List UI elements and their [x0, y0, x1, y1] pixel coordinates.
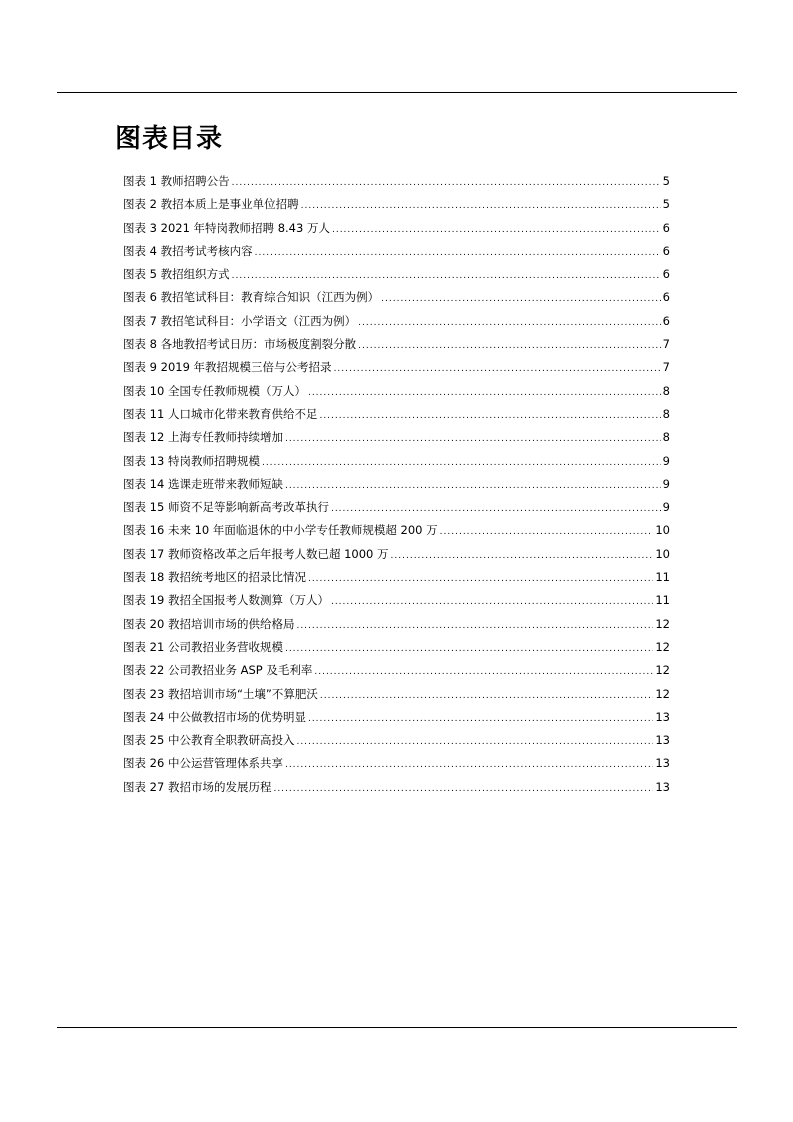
dot-leader — [285, 475, 661, 498]
toc-entry[interactable] — [123, 613, 670, 636]
toc-entry[interactable] — [123, 356, 670, 379]
toc-entry[interactable] — [123, 286, 670, 309]
toc-entry-label: 图表 20 教招培训市场的供给格局 — [123, 616, 295, 631]
dot-leader — [358, 312, 661, 335]
dot-leader — [301, 195, 661, 218]
toc-entry[interactable] — [123, 240, 670, 263]
toc-entry-page-number: 12 — [655, 686, 670, 701]
toc-entry[interactable] — [123, 170, 670, 193]
dot-leader — [296, 731, 653, 754]
toc-entry[interactable] — [123, 333, 670, 356]
toc-entry-page-number: 9 — [662, 500, 670, 515]
toc-entry[interactable] — [123, 776, 670, 799]
toc-entry[interactable] — [123, 217, 670, 240]
toc-entry-page-number: 10 — [655, 546, 670, 561]
toc-entry-label: 图表 2 教招本质上是事业单位招聘 — [123, 197, 299, 212]
toc-entry-page-number: 8 — [662, 406, 670, 421]
dot-leader — [255, 242, 661, 265]
toc-entry-page-number: 12 — [655, 639, 670, 654]
toc-entry-label: 图表 19 教招全国报考人数测算（万人） — [123, 593, 329, 608]
toc-entry[interactable] — [123, 589, 670, 612]
toc-entry[interactable] — [123, 426, 670, 449]
dot-leader — [334, 358, 661, 381]
toc-entry-label: 图表 7 教招笔试科目：小学语文（江西为例） — [123, 313, 357, 328]
toc-entry-label: 图表 25 中公教育全职教研高投入 — [123, 733, 295, 748]
toc-entry-label: 图表 1 教师招聘公告 — [123, 174, 230, 188]
dot-leader — [273, 778, 653, 801]
dot-leader — [332, 219, 661, 242]
toc-entry[interactable] — [123, 706, 670, 729]
toc-entry-page-number: 8 — [662, 383, 670, 398]
toc-entry[interactable] — [123, 263, 670, 286]
dot-leader — [232, 265, 661, 288]
toc-entry-label: 图表 22 公司教招业务 ASP 及毛利率 — [123, 663, 313, 678]
toc-entry-page-number: 10 — [655, 523, 670, 538]
dot-leader — [331, 591, 653, 614]
dot-leader — [440, 521, 654, 544]
toc-entry[interactable] — [123, 310, 670, 333]
toc-entry-page-number: 11 — [655, 593, 670, 608]
dot-leader — [262, 452, 661, 475]
toc-entry-label: 图表 9 2019 年教招规模三倍与公考招录 — [123, 360, 332, 375]
toc-list — [123, 170, 670, 799]
toc-entry-label: 图表 27 教招市场的发展历程 — [123, 779, 272, 794]
dot-leader — [381, 288, 661, 311]
dot-leader — [232, 172, 661, 195]
toc-entry-page-number: 12 — [655, 663, 670, 678]
toc-entry-page-number: 13 — [655, 733, 670, 748]
toc-entry-page-number: 6 — [662, 243, 670, 258]
dot-leader — [308, 708, 653, 731]
toc-entry-label: 图表 24 中公做教招市场的优势明显 — [123, 709, 306, 724]
toc-entry[interactable] — [123, 636, 670, 659]
toc-entry-label: 图表 4 教招考试考核内容 — [123, 243, 253, 258]
toc-entry-page-number: 9 — [662, 453, 670, 468]
toc-entry-label: 图表 26 中公运营管理体系共享 — [123, 756, 283, 771]
toc-entry-page-number: 6 — [662, 220, 670, 235]
dot-leader — [320, 685, 654, 708]
toc-entry-label: 图表 8 各地教招考试日历：市场极度割裂分散 — [123, 337, 357, 352]
toc-entry[interactable] — [123, 519, 670, 542]
toc-entry-page-number: 8 — [662, 430, 670, 445]
toc-entry-page-number: 13 — [655, 709, 670, 724]
toc-entry-label: 图表 3 2021 年特岗教师招聘 8.43 万人 — [123, 220, 330, 235]
dot-leader — [308, 382, 661, 405]
toc-entry-page-number: 7 — [662, 337, 670, 352]
toc-entry-label: 图表 17 教师资格改革之后年报考人数已超 1000 万 — [123, 546, 389, 561]
toc-entry-label: 图表 16 未来 10 年面临退休的中小学专任教师规模超 200 万 — [123, 523, 438, 538]
toc-entry-label: 图表 14 选课走班带来教师短缺 — [123, 476, 283, 491]
toc-entry-label: 图表 23 教招培训市场“土壤”不算肥沃 — [123, 686, 318, 701]
toc-entry-label: 图表 10 全国专任教师规模（万人） — [123, 383, 306, 398]
toc-entry[interactable] — [123, 193, 670, 216]
toc-entry-page-number: 13 — [655, 779, 670, 794]
toc-entry-page-number: 6 — [662, 290, 670, 305]
dot-leader — [319, 405, 660, 428]
toc-entry[interactable] — [123, 473, 670, 496]
toc-entry-label: 图表 15 师资不足等影响新高考改革执行 — [123, 500, 329, 515]
dot-leader — [391, 545, 654, 568]
dot-leader — [285, 754, 653, 777]
toc-entry-label: 图表 11 人口城市化带来教育供给不足 — [123, 406, 318, 421]
dot-leader — [285, 428, 661, 451]
dot-leader — [331, 498, 661, 521]
toc-entry-label: 图表 18 教招统考地区的招录比情况 — [123, 570, 306, 585]
dot-leader — [285, 638, 653, 661]
toc-entry-label: 图表 6 教招笔试科目：教育综合知识（江西为例） — [123, 290, 380, 305]
toc-entry-page-number: 12 — [655, 616, 670, 631]
toc-entry-label: 图表 13 特岗教师招聘规模 — [123, 453, 260, 468]
toc-entry-page-number: 5 — [662, 174, 670, 188]
dot-leader — [314, 661, 653, 684]
page-title: 图表目录 — [115, 124, 224, 154]
dot-leader — [296, 615, 653, 638]
toc-entry[interactable] — [123, 543, 670, 566]
toc-entry[interactable] — [123, 683, 670, 706]
toc-entry-page-number: 13 — [655, 756, 670, 771]
toc-entry[interactable] — [123, 729, 670, 752]
toc-entry-label: 图表 5 教招组织方式 — [123, 267, 230, 282]
footer-rule — [57, 1027, 737, 1028]
toc-entry-label: 图表 21 公司教招业务营收规模 — [123, 639, 283, 654]
toc-entry[interactable] — [123, 403, 670, 426]
toc-entry-page-number: 11 — [655, 570, 670, 585]
toc-entry[interactable] — [123, 659, 670, 682]
toc-entry-label: 图表 12 上海专任教师持续增加 — [123, 430, 283, 445]
toc-entry-page-number: 6 — [662, 313, 670, 328]
toc-entry[interactable] — [123, 752, 670, 775]
toc-entry[interactable] — [123, 496, 670, 519]
toc-entry[interactable] — [123, 380, 670, 403]
dot-leader — [308, 568, 653, 591]
toc-entry-page-number: 5 — [662, 197, 670, 212]
toc-entry[interactable] — [123, 450, 670, 473]
toc-entry-page-number: 9 — [662, 476, 670, 491]
toc-entry-page-number: 6 — [662, 267, 670, 282]
toc-entry-page-number: 7 — [662, 360, 670, 375]
toc-entry[interactable] — [123, 566, 670, 589]
dot-leader — [358, 335, 661, 358]
header-rule — [57, 92, 737, 93]
